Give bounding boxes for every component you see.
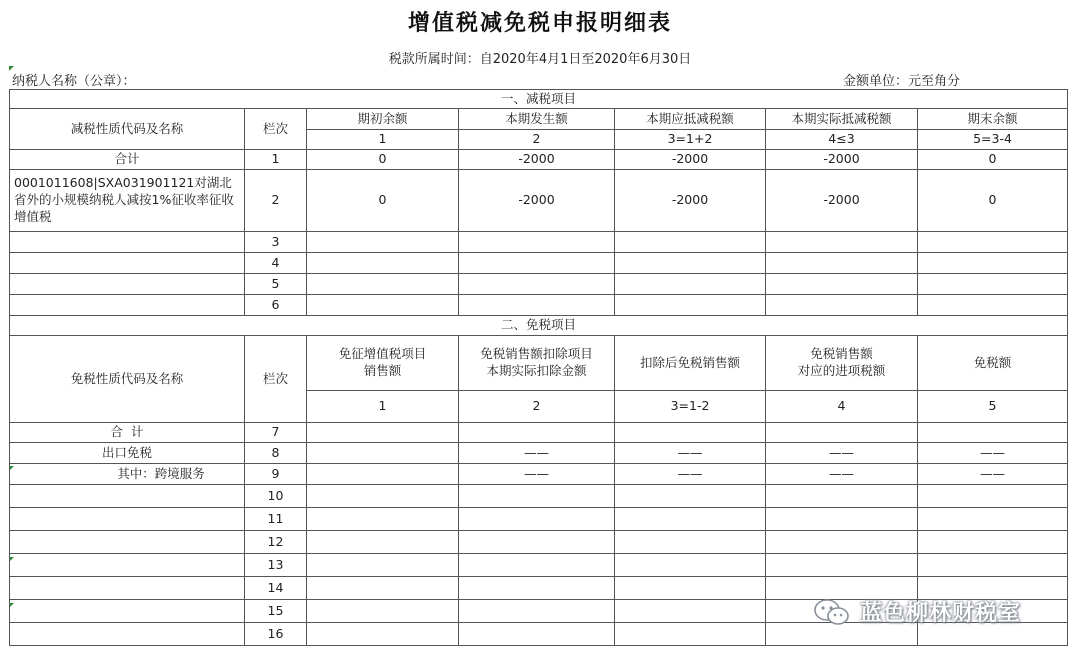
cell-marker-icon — [9, 66, 14, 71]
value-cell[interactable] — [459, 577, 615, 600]
value-cell[interactable] — [615, 531, 766, 554]
form-title: 增值税减免税申报明细表 — [407, 11, 672, 36]
value-cell[interactable] — [615, 554, 766, 577]
value-cell: —— — [459, 464, 615, 485]
value-cell[interactable] — [766, 253, 918, 274]
value-cell[interactable] — [615, 232, 766, 253]
table-row — [10, 295, 1068, 316]
column-formula: 4 — [766, 391, 918, 423]
value-cell[interactable] — [615, 623, 766, 646]
row-line: 10 — [245, 485, 307, 508]
value-cell[interactable] — [766, 531, 918, 554]
value-cell[interactable] — [615, 508, 766, 531]
column-formula: 4≤3 — [766, 130, 918, 150]
value-cell[interactable] — [766, 423, 918, 443]
value-cell[interactable] — [615, 274, 766, 295]
column-header-line: 销售额 — [363, 363, 402, 378]
section-header-reduction — [10, 90, 1068, 109]
value-cell[interactable] — [766, 508, 918, 531]
row-line: 12 — [245, 531, 307, 554]
value-cell[interactable] — [307, 623, 459, 646]
column-header: 本期应抵减税额 — [615, 109, 766, 130]
row-line: 7 — [245, 423, 307, 443]
value-cell[interactable]: 0 — [918, 170, 1068, 232]
table-row — [10, 232, 1068, 253]
row-line: 13 — [245, 554, 307, 577]
value-cell[interactable] — [307, 274, 459, 295]
taxpayer-name-label: 纳税人名称（公章）： — [12, 74, 136, 89]
value-cell[interactable] — [918, 423, 1068, 443]
value-cell[interactable] — [307, 600, 459, 623]
column-header — [307, 336, 459, 391]
row-line: 6 — [245, 295, 307, 316]
value-cell[interactable] — [766, 232, 918, 253]
column-header-line: 免征增值税项目 — [338, 346, 427, 362]
column-header-line: 免税销售额 — [810, 346, 873, 362]
value-cell[interactable] — [615, 600, 766, 623]
value-cell[interactable] — [918, 508, 1068, 531]
column-formula: 5=3-4 — [918, 130, 1068, 150]
row-name: 其中：跨境服务 — [10, 464, 245, 485]
value-cell[interactable] — [918, 232, 1068, 253]
value-cell[interactable]: 0 — [307, 170, 459, 232]
row-name: 出口免税 — [10, 443, 245, 464]
value-cell: —— — [615, 464, 766, 485]
value-cell[interactable] — [459, 423, 615, 443]
value-cell[interactable]: -2000 — [615, 150, 766, 170]
row-name: 合计 — [10, 150, 245, 170]
column-header-row — [10, 336, 1068, 391]
value-cell[interactable] — [615, 577, 766, 600]
column-formula: 1 — [307, 130, 459, 150]
value-cell[interactable]: 0 — [307, 150, 459, 170]
value-cell: —— — [918, 443, 1068, 464]
row-name[interactable] — [10, 577, 245, 600]
row-name[interactable] — [10, 531, 245, 554]
row-name[interactable] — [10, 295, 245, 316]
table-row — [10, 170, 1068, 232]
value-cell[interactable] — [766, 554, 918, 577]
watermark — [812, 596, 1021, 627]
value-cell[interactable] — [459, 623, 615, 646]
value-cell[interactable] — [459, 274, 615, 295]
value-cell[interactable]: 0 — [918, 150, 1068, 170]
value-cell[interactable] — [459, 554, 615, 577]
value-cell: —— — [918, 464, 1068, 485]
watermark-text: 蓝色柳林财税室 — [860, 601, 1022, 626]
column-header: 本期实际抵减税额 — [766, 109, 918, 130]
value-cell[interactable]: -2000 — [766, 170, 918, 232]
row-name[interactable] — [10, 253, 245, 274]
column-formula: 5 — [918, 391, 1068, 423]
row-name: 合 计 — [10, 423, 245, 443]
column-header-row — [10, 109, 1068, 130]
value-cell[interactable] — [766, 274, 918, 295]
value-cell[interactable] — [307, 423, 459, 443]
value-cell[interactable] — [307, 464, 459, 485]
name-header: 免税性质代码及名称 — [10, 336, 245, 423]
value-cell[interactable] — [459, 253, 615, 274]
value-cell: —— — [615, 443, 766, 464]
value-cell[interactable] — [918, 485, 1068, 508]
value-cell[interactable] — [307, 508, 459, 531]
value-cell[interactable] — [918, 253, 1068, 274]
column-header-line: 对应的进项税额 — [797, 363, 886, 378]
table-row — [10, 485, 1068, 508]
row-name[interactable] — [10, 508, 245, 531]
row-line: 14 — [245, 577, 307, 600]
row-line: 4 — [245, 253, 307, 274]
value-cell[interactable] — [918, 554, 1068, 577]
row-name: 0001011608|SXA031901121对湖北省外的小规模纳税人减按1%征收率征收增值税 — [10, 170, 245, 232]
value-cell[interactable] — [615, 295, 766, 316]
value-cell[interactable] — [615, 423, 766, 443]
declaration-table — [9, 89, 1068, 646]
table-row — [10, 554, 1068, 577]
value-cell[interactable] — [918, 295, 1068, 316]
column-formula: 1 — [307, 391, 459, 423]
row-line: 11 — [245, 508, 307, 531]
value-cell[interactable] — [459, 485, 615, 508]
value-cell[interactable] — [307, 232, 459, 253]
value-cell: —— — [766, 464, 918, 485]
value-cell[interactable] — [918, 274, 1068, 295]
column-header — [766, 336, 918, 391]
value-cell[interactable] — [459, 295, 615, 316]
row-line: 8 — [245, 443, 307, 464]
column-header-line: 免税额 — [973, 354, 1012, 370]
value-cell[interactable] — [307, 295, 459, 316]
column-formula: 2 — [459, 391, 615, 423]
column-formula: 3=1+2 — [615, 130, 766, 150]
value-cell[interactable] — [459, 232, 615, 253]
table-row — [10, 423, 1068, 443]
value-cell[interactable] — [307, 443, 459, 464]
table-row — [10, 464, 1068, 485]
value-cell[interactable] — [307, 531, 459, 554]
value-cell: —— — [766, 443, 918, 464]
column-header — [918, 336, 1068, 391]
line-header: 栏次 — [245, 336, 307, 423]
value-cell[interactable] — [459, 531, 615, 554]
tax-period: 税款所属时间：自2020年4月1日至2020年6月30日 — [388, 52, 692, 67]
value-cell[interactable] — [307, 253, 459, 274]
row-name[interactable] — [10, 232, 245, 253]
column-header-line: 本期实际扣除金额 — [486, 363, 587, 378]
column-header-line: 扣除后免税销售额 — [639, 354, 740, 370]
row-line: 15 — [245, 600, 307, 623]
value-cell[interactable] — [307, 485, 459, 508]
column-header: 期初余额 — [307, 109, 459, 130]
value-cell[interactable]: -2000 — [459, 170, 615, 232]
value-cell[interactable] — [766, 485, 918, 508]
row-line: 2 — [245, 170, 307, 232]
table-row — [10, 508, 1068, 531]
table-row — [10, 443, 1068, 464]
section-header-exemption — [10, 316, 1068, 336]
row-name[interactable] — [10, 623, 245, 646]
column-header — [615, 336, 766, 391]
section-title: 二、免税项目 — [10, 316, 1068, 336]
value-cell[interactable] — [459, 508, 615, 531]
column-header: 期末余额 — [918, 109, 1068, 130]
row-name[interactable] — [10, 554, 245, 577]
column-header-line: 免税销售额扣除项目 — [480, 346, 593, 362]
column-header: 本期发生额 — [459, 109, 615, 130]
column-formula: 3=1-2 — [615, 391, 766, 423]
value-cell[interactable]: -2000 — [766, 150, 918, 170]
row-line: 1 — [245, 150, 307, 170]
value-cell[interactable] — [615, 485, 766, 508]
table-row — [10, 531, 1068, 554]
section-title: 一、减税项目 — [10, 90, 1068, 109]
value-cell[interactable] — [307, 554, 459, 577]
value-cell[interactable] — [307, 577, 459, 600]
value-cell: —— — [459, 443, 615, 464]
column-formula: 2 — [459, 130, 615, 150]
row-name[interactable] — [10, 485, 245, 508]
row-line: 5 — [245, 274, 307, 295]
value-cell[interactable]: -2000 — [615, 170, 766, 232]
column-header — [459, 336, 615, 391]
value-cell[interactable] — [615, 253, 766, 274]
name-header: 减税性质代码及名称 — [10, 109, 245, 150]
row-name[interactable] — [10, 600, 245, 623]
table-row — [10, 150, 1068, 170]
value-cell[interactable] — [918, 531, 1068, 554]
amount-unit-label: 金额单位：元至角分 — [843, 74, 961, 89]
value-cell[interactable]: -2000 — [459, 150, 615, 170]
line-header: 栏次 — [245, 109, 307, 150]
value-cell[interactable] — [459, 600, 615, 623]
table-row — [10, 253, 1068, 274]
value-cell[interactable] — [766, 295, 918, 316]
wechat-icon — [812, 597, 852, 627]
row-line: 16 — [245, 623, 307, 646]
row-line: 3 — [245, 232, 307, 253]
row-line: 9 — [245, 464, 307, 485]
table-row — [10, 274, 1068, 295]
row-name[interactable] — [10, 274, 245, 295]
